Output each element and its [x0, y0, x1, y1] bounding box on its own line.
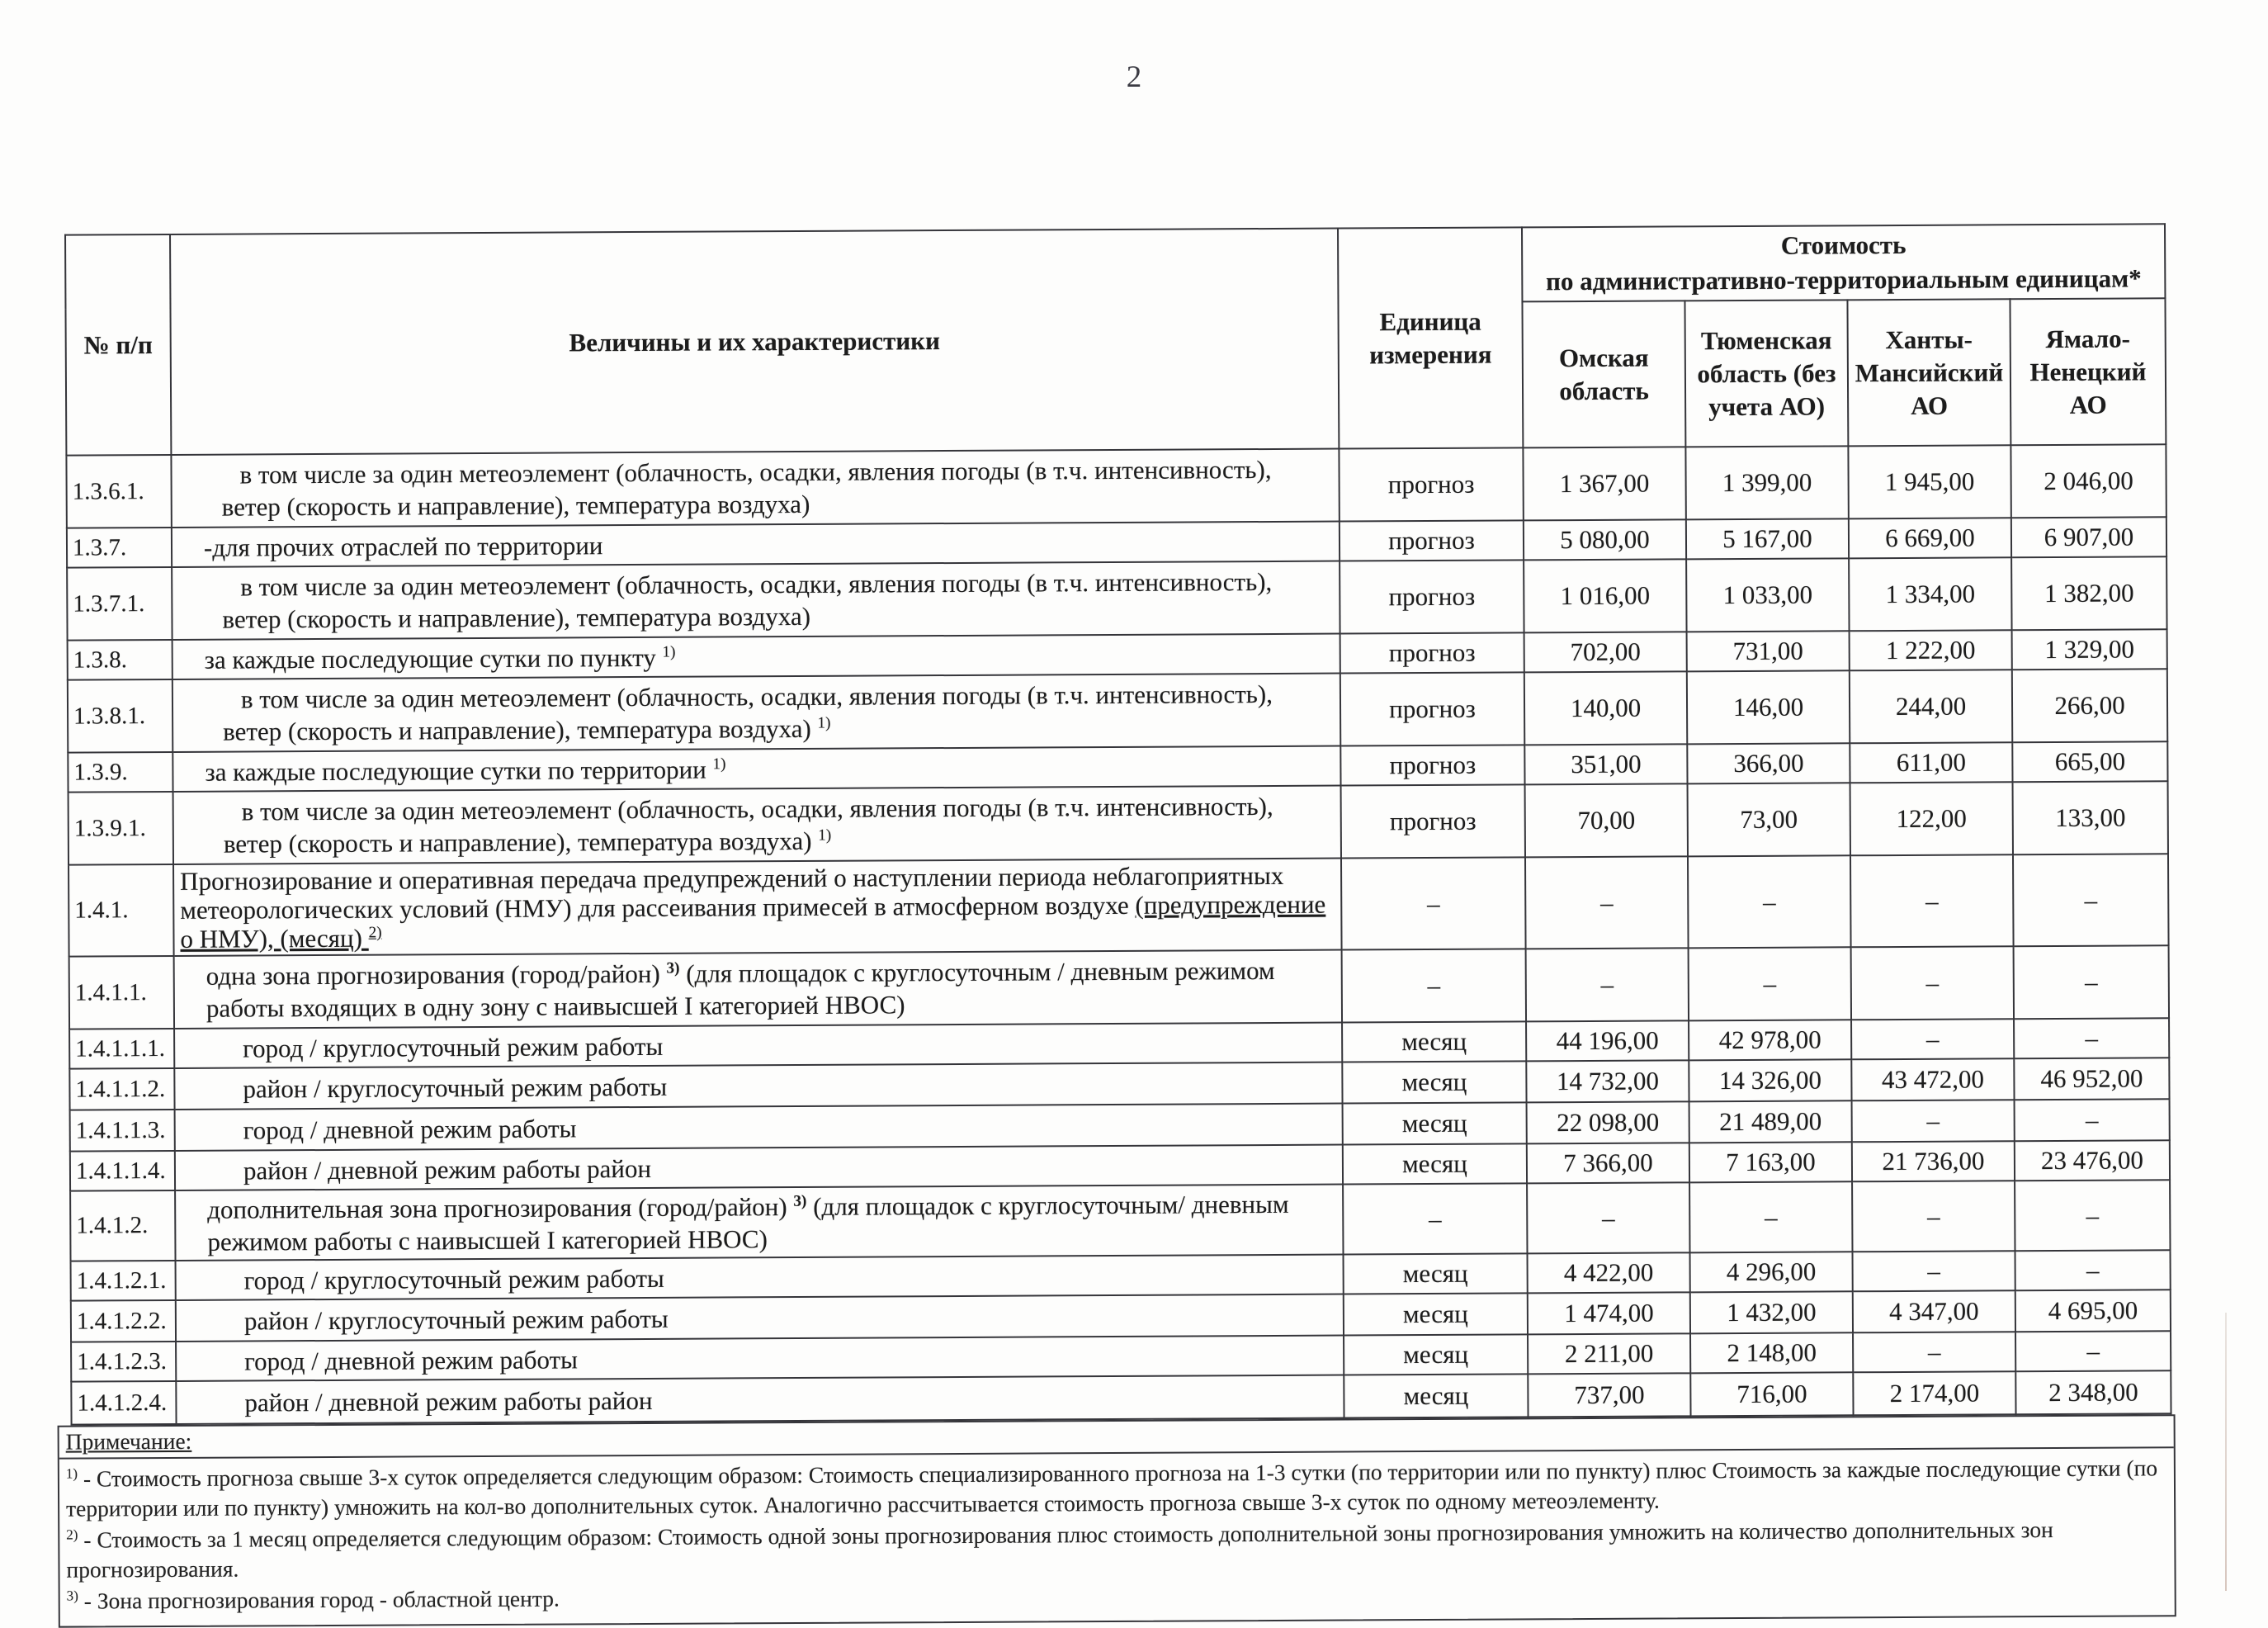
text-segment: за каждые последующие сутки по пункту	[204, 642, 663, 674]
row-value-region-2: 1 033,00	[1686, 558, 1849, 632]
text-segment: за каждые последующие сутки по территории	[205, 755, 713, 787]
text-segment: город / дневной режим работы	[244, 1344, 579, 1376]
table-row	[69, 781, 2168, 864]
footnote-marker: 1)	[817, 714, 831, 732]
row-unit: прогноз	[1339, 447, 1523, 521]
footnote-marker: 1)	[712, 755, 726, 773]
row-number: 1.4.1.1.3.	[70, 1110, 175, 1152]
row-value-region-2: 731,00	[1687, 631, 1850, 671]
row-value-region-3: 1 945,00	[1848, 445, 2010, 518]
row-value-region-4: 133,00	[2013, 781, 2168, 854]
row-value-region-3: –	[1850, 854, 2014, 947]
row-value-region-4: 23 476,00	[2015, 1140, 2170, 1181]
row-value-region-3: 21 736,00	[1852, 1141, 2015, 1181]
table-body	[66, 444, 2171, 1424]
row-value-region-4: –	[2013, 854, 2169, 946]
row-number: 1.4.1.2.1.	[71, 1261, 176, 1301]
text-segment: район / круглосуточный режим работы	[243, 1072, 668, 1104]
row-unit: –	[1342, 949, 1526, 1022]
row-value-region-2: 7 163,00	[1689, 1142, 1852, 1182]
row-unit: прогноз	[1340, 672, 1524, 745]
row-value-region-2: 73,00	[1688, 783, 1850, 856]
row-value-region-1: 1 474,00	[1528, 1292, 1690, 1334]
table-row	[66, 444, 2166, 528]
row-value-region-1: –	[1527, 1182, 1689, 1253]
header-cost-line2: по административно-территориальным единицам*	[1545, 263, 2142, 296]
row-description	[172, 634, 1340, 679]
row-description	[175, 1185, 1343, 1261]
notes-body	[59, 1448, 2175, 1626]
row-value-region-2: –	[1688, 855, 1851, 948]
row-number: 1.4.1.2.4.	[71, 1381, 176, 1425]
row-number: 1.3.6.1.	[66, 455, 171, 528]
row-value-region-2: 1 399,00	[1685, 446, 1848, 519]
row-value-region-3: 43 472,00	[1851, 1058, 2014, 1100]
header-region-yamal: Ямало-Ненецкий АО	[2010, 298, 2166, 445]
header-cost-line1: Стоимость	[1780, 230, 1907, 260]
text-segment: - Стоимость прогноза свыше 3-х суток определяется следующим образом: Стоимость специализированного прогноза на 1-3 сутки (по территории или по пункту) плюс Стоимость за каждые последующие сутки (по территории или по пункту) умножить на кол-во дополнительных суток. Аналогично рассчитывается стоимость прогноза свыше 3-х суток по одному метеоэлементу.	[66, 1455, 2158, 1522]
text-segment: город / круглосуточный режим работы	[243, 1031, 664, 1063]
row-value-region-4: 2 348,00	[2015, 1370, 2171, 1414]
row-value-region-2: 21 489,00	[1689, 1100, 1852, 1143]
row-value-region-4: 6 907,00	[2011, 517, 2166, 557]
row-number: 1.3.9.1.	[69, 792, 173, 865]
row-number: 1.4.1.1.4.	[70, 1151, 175, 1191]
row-value-region-4: –	[2015, 1250, 2170, 1290]
row-description	[172, 674, 1340, 752]
text-segment: (предупреждение о НМУ), (месяц)	[180, 889, 1326, 954]
row-unit: месяц	[1342, 1021, 1526, 1062]
row-number: 1.4.1.2.3.	[71, 1342, 176, 1382]
text-segment: (для площадок с круглосуточным / дневным режимом работы входящих в одну зону с наивысшей I категорией НВОС)	[206, 955, 1275, 1023]
row-number: 1.3.8.1.	[68, 679, 172, 753]
table-row	[68, 669, 2167, 752]
row-description	[176, 1375, 1344, 1424]
row-description	[175, 1145, 1343, 1190]
header-region-khanty: Ханты-Мансийский АО	[1847, 299, 2010, 446]
row-value-region-3: 1 222,00	[1850, 630, 2012, 670]
row-description	[175, 1104, 1343, 1151]
footnote-marker: 1)	[65, 1465, 78, 1482]
footnote-marker: 2)	[368, 924, 382, 942]
text-segment: одна зона прогнозирования (город/район)	[206, 958, 667, 991]
footnote-marker: 3)	[793, 1192, 807, 1210]
row-description	[171, 449, 1339, 528]
row-description	[173, 859, 1342, 956]
row-description	[174, 1062, 1342, 1110]
row-value-region-2: 716,00	[1690, 1372, 1853, 1416]
page-number: 2	[1126, 60, 1142, 94]
footnote-marker: 2)	[66, 1526, 78, 1543]
row-description	[176, 1255, 1344, 1300]
row-value-region-1: 70,00	[1525, 783, 1688, 857]
text-segment: дополнительная зона прогнозирования (город/район)	[207, 1191, 794, 1224]
row-value-region-3: –	[1853, 1251, 2015, 1291]
row-number: 1.4.1.1.1.	[69, 1029, 174, 1069]
row-number: 1.3.7.1.	[67, 567, 172, 641]
row-value-region-2: 4 296,00	[1690, 1252, 1853, 1292]
row-description	[172, 746, 1340, 792]
footnote	[66, 1453, 2166, 1523]
row-value-region-3: –	[1851, 946, 2014, 1020]
footnote	[66, 1514, 2166, 1584]
scan-page-edge-artifact	[2225, 1313, 2227, 1591]
row-value-region-1: 4 422,00	[1528, 1252, 1690, 1293]
row-unit: месяц	[1343, 1143, 1527, 1184]
row-value-region-3: –	[1852, 1100, 2015, 1142]
row-number: 1.3.9.	[68, 752, 172, 793]
row-value-region-1: 22 098,00	[1527, 1101, 1689, 1143]
text-segment: в том числе за один метеоэлемент (облачность, осадки, явления погоды (в т.ч. интенсивность), ветер (скорость и направление), температура воздуха)	[222, 566, 1273, 634]
header-characteristics: Величины и их характеристики	[170, 229, 1339, 455]
row-unit: –	[1343, 1183, 1527, 1254]
header-region-omsk: Омская область	[1522, 301, 1685, 447]
row-value-region-4: –	[2014, 945, 2169, 1019]
document-body	[51, 223, 2176, 1627]
row-value-region-1: 351,00	[1524, 744, 1687, 784]
row-number: 1.3.7.	[67, 528, 172, 568]
row-value-region-1: 737,00	[1528, 1373, 1690, 1417]
row-unit: месяц	[1344, 1374, 1528, 1417]
row-value-region-3: –	[1852, 1181, 2015, 1252]
row-value-region-1: 2 211,00	[1528, 1333, 1690, 1374]
table-row	[69, 854, 2169, 956]
row-value-region-1: 1 016,00	[1524, 559, 1686, 632]
row-unit: прогноз	[1340, 745, 1524, 785]
row-value-region-3: 4 347,00	[1853, 1290, 2015, 1332]
row-value-region-4: 1 382,00	[2011, 556, 2166, 630]
footnote-marker: 1)	[818, 826, 832, 845]
row-number: 1.4.1.	[69, 864, 174, 957]
row-value-region-1: 44 196,00	[1526, 1020, 1689, 1061]
row-value-region-4: –	[2015, 1180, 2170, 1251]
row-value-region-2: 42 978,00	[1689, 1020, 1851, 1060]
text-segment: район / дневной режим работы район	[244, 1385, 653, 1417]
row-description	[172, 522, 1340, 567]
header-unit: Единица измерения	[1338, 227, 1523, 448]
row-description	[174, 950, 1342, 1029]
footnote-marker: 1)	[662, 642, 676, 661]
row-unit: месяц	[1342, 1061, 1526, 1103]
text-segment: в том числе за один метеоэлемент (облачность, осадки, явления погоды (в т.ч. интенсивность), ветер (скорость и направление), температура воздуха)	[223, 679, 1273, 746]
row-value-region-1: 1 367,00	[1523, 447, 1685, 520]
row-number: 1.4.1.2.2.	[71, 1300, 176, 1342]
row-unit: –	[1341, 857, 1526, 949]
text-segment: район / круглосуточный режим работы	[243, 1304, 669, 1336]
row-unit: прогноз	[1340, 632, 1524, 673]
row-number: 1.4.1.1.2.	[69, 1068, 174, 1110]
row-value-region-4: –	[2015, 1331, 2171, 1371]
row-value-region-2: 2 148,00	[1690, 1332, 1853, 1373]
row-value-region-2: –	[1689, 1181, 1852, 1252]
row-value-region-4: 665,00	[2012, 741, 2167, 782]
text-segment: в том числе за один метеоэлемент (облачность, осадки, явления погоды (в т.ч. интенсивность), ветер (скорость и направление), температура воздуха)	[221, 454, 1272, 522]
table-header	[65, 224, 2166, 455]
row-value-region-1: –	[1525, 856, 1689, 949]
notes-block	[58, 1414, 2176, 1627]
row-unit: прогноз	[1340, 560, 1524, 633]
notes-title: Примечание:	[59, 1416, 2174, 1459]
row-number: 1.4.1.2.	[70, 1190, 175, 1261]
row-number: 1.4.1.1.	[69, 956, 174, 1029]
text-segment: район / дневной режим работы район	[243, 1153, 652, 1186]
row-unit: прогноз	[1341, 784, 1525, 858]
header-region-tyumen: Тюменская область (без учета АО)	[1684, 300, 1848, 447]
row-value-region-3: 122,00	[1850, 782, 2013, 855]
row-description	[173, 786, 1341, 864]
row-value-region-4: 2 046,00	[2010, 444, 2166, 518]
footnote-marker: 3)	[666, 959, 680, 977]
text-segment: (для площадок с круглосуточным/ дневным режимом работы с наивысшей I категорией НВОС)	[207, 1189, 1289, 1256]
table-row	[69, 945, 2169, 1029]
row-value-region-4: –	[2014, 1018, 2169, 1058]
row-value-region-3: 2 174,00	[1853, 1371, 2015, 1415]
row-value-region-3: 6 669,00	[1849, 518, 2011, 558]
row-value-region-4: 1 329,00	[2012, 629, 2167, 670]
text-segment: - Стоимость за 1 месяц определяется следующим образом: Стоимость одной зоны прогнозирования плюс стоимость дополнительной зоны прогнозирования умножить на количество дополнительных зон прогнозирования.	[66, 1517, 2053, 1583]
text-segment: - Зона прогнозирования город - областной центр.	[78, 1585, 560, 1614]
footnote-marker: 3)	[66, 1588, 78, 1604]
text-segment: город / круглосуточный режим работы	[243, 1263, 664, 1295]
row-unit: месяц	[1344, 1293, 1528, 1335]
row-value-region-4: 4 695,00	[2015, 1290, 2171, 1332]
header-cost-group	[1522, 224, 2165, 301]
row-description	[172, 561, 1340, 640]
row-value-region-1: –	[1526, 948, 1689, 1021]
row-value-region-3: –	[1853, 1332, 2015, 1372]
row-value-region-2: 366,00	[1687, 743, 1850, 783]
row-value-region-3: 1 334,00	[1849, 557, 2011, 631]
table-row	[67, 556, 2166, 640]
row-description	[176, 1294, 1344, 1342]
row-number: 1.3.8.	[68, 640, 172, 680]
row-value-region-3: 611,00	[1850, 742, 2012, 783]
row-value-region-3: 244,00	[1850, 670, 2012, 743]
row-value-region-4: 46 952,00	[2014, 1058, 2169, 1100]
row-unit: месяц	[1344, 1334, 1528, 1375]
row-value-region-1: 5 080,00	[1524, 519, 1686, 560]
row-unit: прогноз	[1340, 520, 1524, 561]
row-value-region-3: –	[1851, 1019, 2014, 1059]
row-unit: месяц	[1343, 1102, 1527, 1144]
text-segment: город / дневной режим работы	[243, 1113, 577, 1145]
row-unit: месяц	[1344, 1253, 1528, 1294]
row-value-region-4: 266,00	[2012, 669, 2167, 742]
row-value-region-1: 702,00	[1524, 632, 1687, 672]
table-row	[70, 1180, 2170, 1261]
text-segment: в том числе за один метеоэлемент (облачность, осадки, явления погоды (в т.ч. интенсивность), ветер (скорость и направление), температура воздуха)	[223, 791, 1273, 859]
row-value-region-2: –	[1689, 947, 1851, 1020]
row-value-region-2: 146,00	[1687, 670, 1850, 744]
text-segment: Прогнозирование и оперативная передача предупреждений о наступлении периода неблагоприятных метеорологических условий (НМУ) для рассеивания примесей в атмосферном воздухе	[180, 860, 1284, 925]
row-value-region-2: 1 432,00	[1690, 1291, 1853, 1333]
row-value-region-1: 140,00	[1524, 671, 1687, 745]
text-segment: -для прочих отраслей по территории	[203, 530, 603, 562]
row-value-region-1: 7 366,00	[1527, 1143, 1689, 1183]
row-value-region-2: 14 326,00	[1689, 1059, 1851, 1101]
header-row-number: № п/п	[65, 234, 171, 456]
row-value-region-2: 5 167,00	[1686, 518, 1849, 559]
row-description	[174, 1023, 1342, 1068]
row-value-region-4: –	[2015, 1099, 2170, 1141]
tariff-table	[64, 223, 2172, 1425]
row-description	[176, 1336, 1344, 1381]
row-value-region-1: 14 732,00	[1526, 1060, 1689, 1102]
